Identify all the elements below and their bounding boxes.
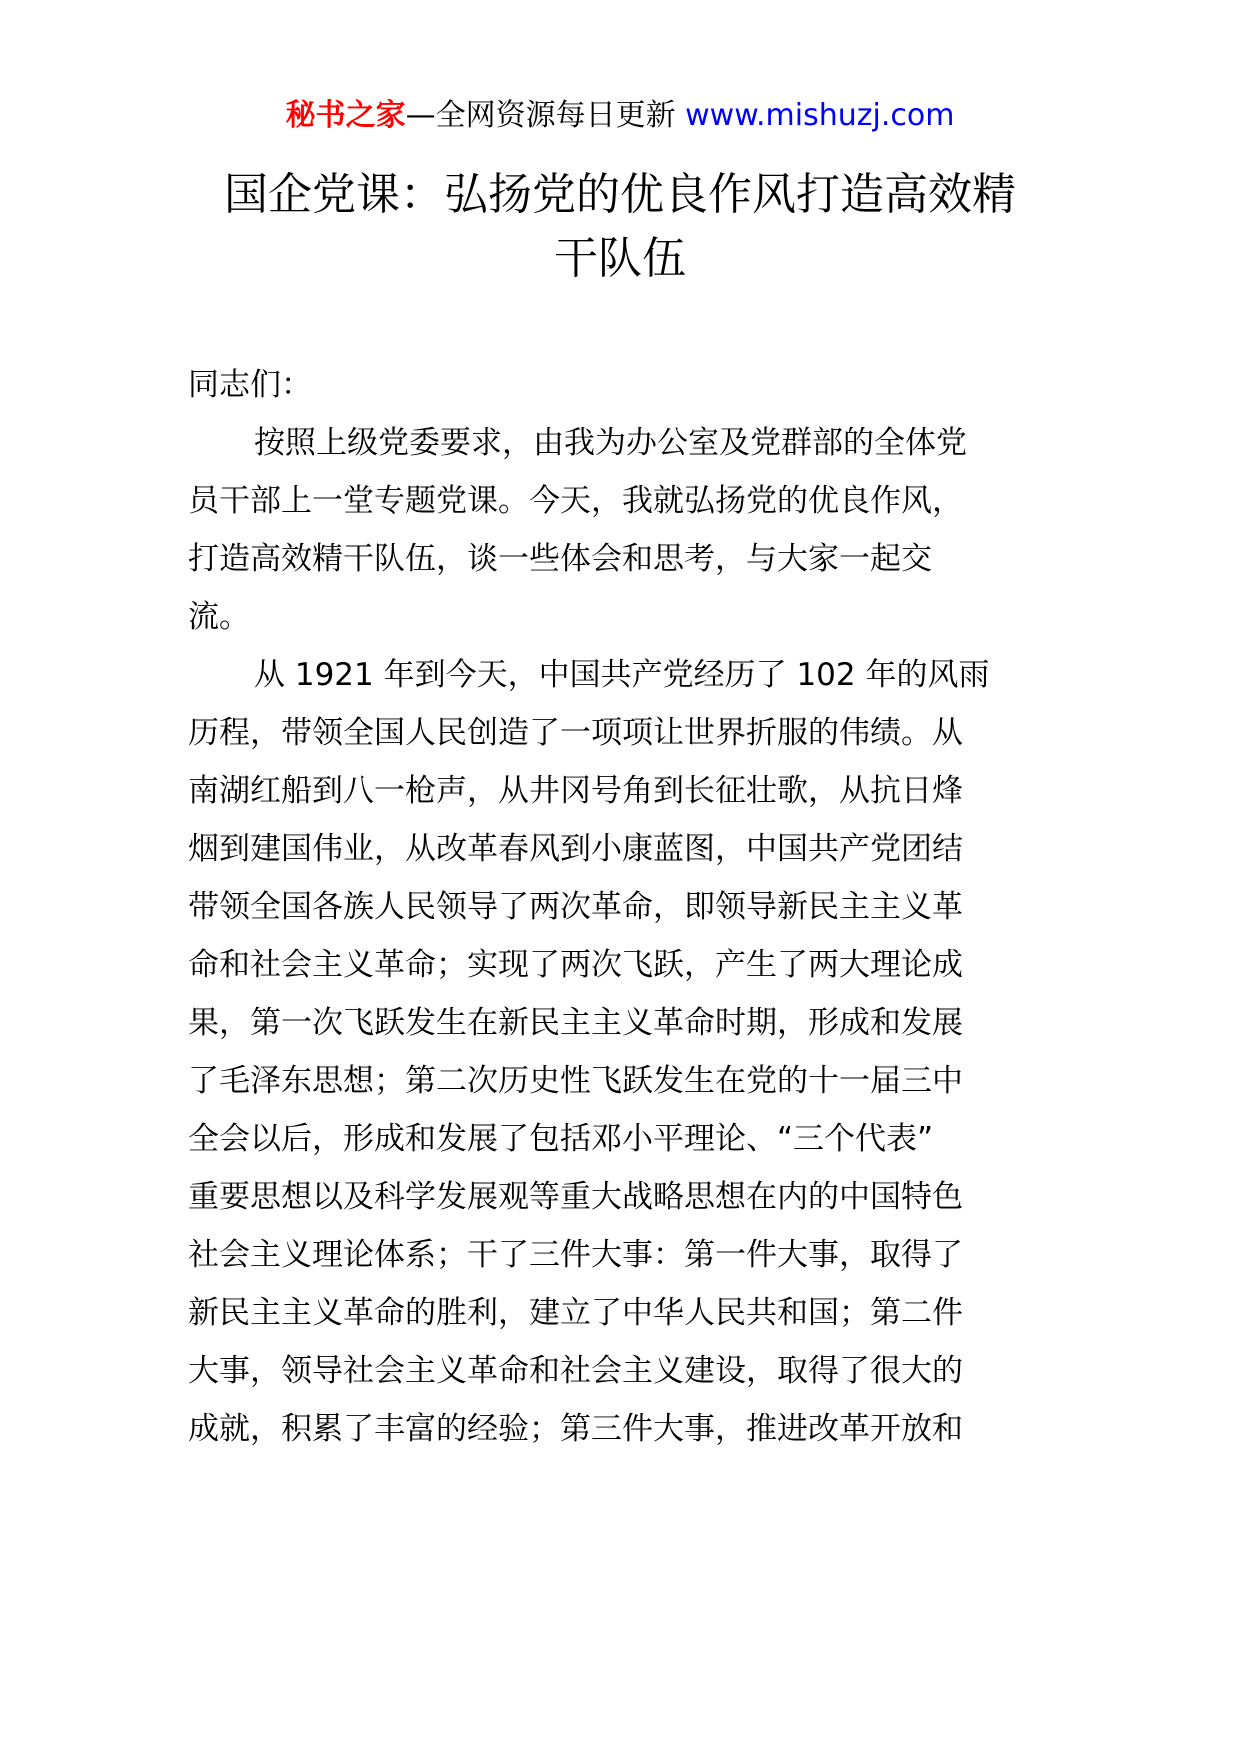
body-line: 打造高效精干队伍，谈一些体会和思考，与大家一起交 <box>188 541 932 577</box>
body-line: 了毛泽东思想；第二次历史性飞跃发生在党的十一届三中 <box>188 1063 963 1099</box>
document-title <box>200 163 1040 291</box>
body-line: 新民主主义革命的胜利，建立了中华人民共和国；第二件 <box>188 1295 963 1331</box>
body-line: 烟到建国伟业，从改革春风到小康蓝图，中国共产党团结 <box>188 831 963 867</box>
body-line: 按照上级党委要求，由我为办公室及党群部的全体党 <box>254 425 967 461</box>
body-line: 重要思想以及科学发展观等重大战略思想在内的中国特色 <box>188 1179 963 1215</box>
body-line: 南湖红船到八一枪声，从井冈号角到长征壮歌，从抗日烽 <box>188 773 963 809</box>
title-line: 国企党课：弘扬党的优良作风打造高效精 <box>224 169 1016 220</box>
body-line: 大事，领导社会主义革命和社会主义建设，取得了很大的 <box>188 1353 963 1389</box>
site-brand: 秘书之家 <box>285 98 406 133</box>
body-line: 全会以后，形成和发展了包括邓小平理论、“三个代表” <box>188 1121 934 1157</box>
body-line: 带领全国各族人民领导了两次革命，即领导新民主主义革 <box>188 889 963 925</box>
document-body <box>188 356 1056 1458</box>
body-line: 成就，积累了丰富的经验；第三件大事，推进改革开放和 <box>188 1411 963 1447</box>
body-line: 果，第一次飞跃发生在新民主主义革命时期，形成和发展 <box>188 1005 963 1041</box>
site-header <box>0 96 1240 136</box>
body-line: 员干部上一堂专题党课。今天，我就弘扬党的优良作风， <box>188 483 963 519</box>
title-line: 干队伍 <box>554 233 686 284</box>
body-line: 社会主义理论体系；干了三件大事：第一件大事，取得了 <box>188 1237 963 1273</box>
body-line: 命和社会主义革命；实现了两次飞跃，产生了两大理论成 <box>188 947 963 983</box>
body-line: 从 1921 年到今天，中国共产党经历了 102 年的风雨 <box>254 657 990 693</box>
site-url-link[interactable]: www.mishuzj.com <box>685 98 955 133</box>
body-line: 历程，带领全国人民创造了一项项让世界折服的伟绩。从 <box>188 715 963 751</box>
site-tagline: —全网资源每日更新 <box>405 98 676 133</box>
body-line: 同志们： <box>188 367 312 403</box>
body-line: 流。 <box>188 599 250 635</box>
